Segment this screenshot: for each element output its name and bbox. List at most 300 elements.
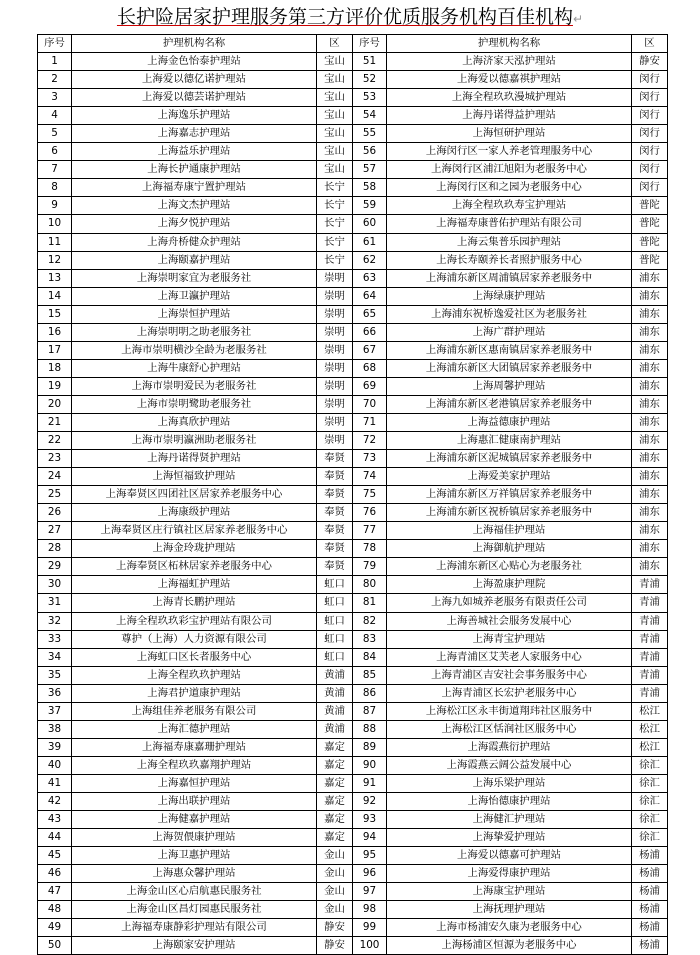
table-row xyxy=(38,738,668,756)
cell-seq: 95 xyxy=(353,847,387,865)
cell-district: 闵行 xyxy=(632,125,668,143)
cell-name: 上海君护道康护理站 xyxy=(72,684,317,702)
header-name: 护理机构名称 xyxy=(387,35,632,53)
cell-seq: 42 xyxy=(38,792,72,810)
cell-district: 金山 xyxy=(317,883,353,901)
cell-seq: 91 xyxy=(353,774,387,792)
cell-name: 上海市崇明爱民为老服务社 xyxy=(72,377,317,395)
cell-seq: 26 xyxy=(38,504,72,522)
table-row xyxy=(38,648,668,666)
cell-district: 徐汇 xyxy=(632,829,668,847)
cell-seq: 67 xyxy=(353,341,387,359)
cell-district: 崇明 xyxy=(317,413,353,431)
cell-seq: 78 xyxy=(353,540,387,558)
table-row xyxy=(38,811,668,829)
cell-district: 普陀 xyxy=(632,251,668,269)
cell-seq: 15 xyxy=(38,305,72,323)
cell-seq: 48 xyxy=(38,901,72,919)
cell-seq: 10 xyxy=(38,215,72,233)
cell-seq: 32 xyxy=(38,612,72,630)
cell-district: 奉贤 xyxy=(317,540,353,558)
cell-district: 宝山 xyxy=(317,89,353,107)
cell-district: 长宁 xyxy=(317,179,353,197)
cell-district: 浦东 xyxy=(632,377,668,395)
cell-seq: 72 xyxy=(353,432,387,450)
cell-seq: 12 xyxy=(38,251,72,269)
cell-name: 上海广群护理站 xyxy=(387,323,632,341)
cell-district: 虹口 xyxy=(317,648,353,666)
cell-district: 浦东 xyxy=(632,540,668,558)
cell-seq: 63 xyxy=(353,269,387,287)
cell-district: 闵行 xyxy=(632,161,668,179)
cell-seq: 49 xyxy=(38,919,72,937)
cell-district: 浦东 xyxy=(632,287,668,305)
cell-name: 上海金山区心启航惠民服务社 xyxy=(72,883,317,901)
cell-district: 浦东 xyxy=(632,468,668,486)
cell-seq: 5 xyxy=(38,125,72,143)
table-row xyxy=(38,71,668,89)
cell-seq: 66 xyxy=(353,323,387,341)
cell-name: 上海全程玖玖彩宝护理站有限公司 xyxy=(72,612,317,630)
cell-name: 上海金山区昌灯园惠民服务社 xyxy=(72,901,317,919)
table-row xyxy=(38,359,668,377)
table-row xyxy=(38,486,668,504)
cell-seq: 56 xyxy=(353,143,387,161)
cell-seq: 6 xyxy=(38,143,72,161)
cell-seq: 30 xyxy=(38,576,72,594)
cell-seq: 3 xyxy=(38,89,72,107)
cell-seq: 44 xyxy=(38,829,72,847)
cell-district: 杨浦 xyxy=(632,901,668,919)
cell-name: 上海霞燕衍护理站 xyxy=(387,738,632,756)
cell-name: 上海浦东新区周浦镇居家养老服务中 xyxy=(387,269,632,287)
header-name: 护理机构名称 xyxy=(72,35,317,53)
cell-seq: 97 xyxy=(353,883,387,901)
table-row xyxy=(38,594,668,612)
cell-name: 上海卫惠护理站 xyxy=(72,847,317,865)
cell-district: 杨浦 xyxy=(632,865,668,883)
header-district: 区 xyxy=(317,35,353,53)
cell-district: 松江 xyxy=(632,702,668,720)
cell-seq: 75 xyxy=(353,486,387,504)
cell-seq: 87 xyxy=(353,702,387,720)
cell-district: 崇明 xyxy=(317,395,353,413)
table-body xyxy=(38,53,668,955)
cell-district: 徐汇 xyxy=(632,811,668,829)
cell-name: 上海爱以德亿诺护理站 xyxy=(72,71,317,89)
cell-seq: 53 xyxy=(353,89,387,107)
cell-name: 上海九如城养老服务有限责任公司 xyxy=(387,594,632,612)
cell-district: 普陀 xyxy=(632,197,668,215)
cell-name: 上海卫瀛护理站 xyxy=(72,287,317,305)
cell-district: 虹口 xyxy=(317,630,353,648)
cell-district: 崇明 xyxy=(317,323,353,341)
cell-seq: 99 xyxy=(353,919,387,937)
cell-name: 上海夕悦护理站 xyxy=(72,215,317,233)
table-row xyxy=(38,377,668,395)
cell-district: 普陀 xyxy=(632,233,668,251)
table-row xyxy=(38,774,668,792)
cell-name: 上海康级护理站 xyxy=(72,504,317,522)
cell-district: 徐汇 xyxy=(632,774,668,792)
cell-district: 浦东 xyxy=(632,450,668,468)
table-row xyxy=(38,576,668,594)
cell-seq: 16 xyxy=(38,323,72,341)
cell-name: 上海全程玖玖寿宝护理站 xyxy=(387,197,632,215)
cell-seq: 70 xyxy=(353,395,387,413)
cell-district: 奉贤 xyxy=(317,558,353,576)
cell-district: 徐汇 xyxy=(632,792,668,810)
cell-name: 上海爱以德嘉可护理站 xyxy=(387,847,632,865)
cell-name: 上海恒研护理站 xyxy=(387,125,632,143)
cell-district: 浦东 xyxy=(632,359,668,377)
cell-seq: 45 xyxy=(38,847,72,865)
table-row xyxy=(38,305,668,323)
cell-seq: 37 xyxy=(38,702,72,720)
cell-district: 徐汇 xyxy=(632,756,668,774)
cell-seq: 71 xyxy=(353,413,387,431)
cell-seq: 27 xyxy=(38,522,72,540)
table-row xyxy=(38,901,668,919)
cell-seq: 28 xyxy=(38,540,72,558)
cell-name: 上海挚爱护理站 xyxy=(387,829,632,847)
cell-district: 嘉定 xyxy=(317,756,353,774)
cell-seq: 21 xyxy=(38,413,72,431)
cell-name: 上海奉贤区庄行镇社区居家养老服务中心 xyxy=(72,522,317,540)
table-row xyxy=(38,269,668,287)
cell-seq: 58 xyxy=(353,179,387,197)
cell-district: 闵行 xyxy=(632,71,668,89)
cell-name: 上海善城社会服务发展中心 xyxy=(387,612,632,630)
cell-name: 上海福寿康静彩护理站有限公司 xyxy=(72,919,317,937)
cell-name: 上海颐嘉护理站 xyxy=(72,251,317,269)
cell-district: 黄浦 xyxy=(317,666,353,684)
cell-name: 上海浦东新区惠南镇居家养老服务中 xyxy=(387,341,632,359)
cell-district: 嘉定 xyxy=(317,811,353,829)
cell-seq: 52 xyxy=(353,71,387,89)
cell-district: 嘉定 xyxy=(317,774,353,792)
cell-name: 上海浦东新区老港镇居家养老服务中 xyxy=(387,395,632,413)
cell-district: 青浦 xyxy=(632,666,668,684)
cell-seq: 100 xyxy=(353,937,387,955)
cell-seq: 13 xyxy=(38,269,72,287)
table-row xyxy=(38,702,668,720)
table-row xyxy=(38,684,668,702)
cell-district: 闵行 xyxy=(632,89,668,107)
cell-district: 奉贤 xyxy=(317,486,353,504)
cell-seq: 38 xyxy=(38,720,72,738)
table-row xyxy=(38,720,668,738)
table-row xyxy=(38,125,668,143)
cell-seq: 31 xyxy=(38,594,72,612)
cell-district: 奉贤 xyxy=(317,468,353,486)
cell-seq: 25 xyxy=(38,486,72,504)
header-district: 区 xyxy=(632,35,668,53)
cell-name: 上海周馨护理站 xyxy=(387,377,632,395)
cell-name: 上海康宝护理站 xyxy=(387,883,632,901)
cell-district: 奉贤 xyxy=(317,450,353,468)
cell-seq: 24 xyxy=(38,468,72,486)
cell-name: 上海长寿颐养长者照护服务中心 xyxy=(387,251,632,269)
table-row xyxy=(38,53,668,71)
cell-district: 浦东 xyxy=(632,341,668,359)
cell-seq: 1 xyxy=(38,53,72,71)
cell-district: 黄浦 xyxy=(317,720,353,738)
cell-name: 上海绿康护理站 xyxy=(387,287,632,305)
cell-name: 上海真欣护理站 xyxy=(72,413,317,431)
table-header-row xyxy=(38,35,668,53)
table-row xyxy=(38,847,668,865)
cell-seq: 41 xyxy=(38,774,72,792)
cell-district: 普陀 xyxy=(632,215,668,233)
cell-seq: 80 xyxy=(353,576,387,594)
cell-name: 上海福寿康普佑护理站有限公司 xyxy=(387,215,632,233)
cell-district: 浦东 xyxy=(632,432,668,450)
cell-seq: 89 xyxy=(353,738,387,756)
cell-name: 上海金色怡泰护理站 xyxy=(72,53,317,71)
cell-seq: 68 xyxy=(353,359,387,377)
table-row xyxy=(38,89,668,107)
cell-seq: 35 xyxy=(38,666,72,684)
cell-seq: 86 xyxy=(353,684,387,702)
cell-seq: 18 xyxy=(38,359,72,377)
cell-district: 杨浦 xyxy=(632,919,668,937)
cell-name: 上海虹口区长者服务中心 xyxy=(72,648,317,666)
cell-district: 崇明 xyxy=(317,359,353,377)
cell-seq: 19 xyxy=(38,377,72,395)
cell-name: 上海汇德护理站 xyxy=(72,720,317,738)
cell-name: 上海舟桥健众护理站 xyxy=(72,233,317,251)
cell-district: 杨浦 xyxy=(632,883,668,901)
cell-district: 长宁 xyxy=(317,251,353,269)
cell-seq: 98 xyxy=(353,901,387,919)
cell-district: 青浦 xyxy=(632,684,668,702)
cell-name: 上海奉贤区柘林居家养老服务中心 xyxy=(72,558,317,576)
cell-name: 上海组佳养老服务有限公司 xyxy=(72,702,317,720)
cell-seq: 55 xyxy=(353,125,387,143)
cell-seq: 33 xyxy=(38,630,72,648)
table-row xyxy=(38,919,668,937)
cell-name: 上海市崇明横沙全龄为老服务社 xyxy=(72,341,317,359)
cell-seq: 9 xyxy=(38,197,72,215)
cell-district: 松江 xyxy=(632,738,668,756)
cell-seq: 74 xyxy=(353,468,387,486)
cell-district: 金山 xyxy=(317,847,353,865)
cell-seq: 36 xyxy=(38,684,72,702)
cell-seq: 29 xyxy=(38,558,72,576)
cell-district: 浦东 xyxy=(632,486,668,504)
cell-name: 上海健嘉护理站 xyxy=(72,811,317,829)
table-row xyxy=(38,287,668,305)
cell-district: 青浦 xyxy=(632,594,668,612)
cell-name: 上海福寿康宁置护理站 xyxy=(72,179,317,197)
cell-seq: 43 xyxy=(38,811,72,829)
cell-district: 金山 xyxy=(317,901,353,919)
cell-district: 长宁 xyxy=(317,215,353,233)
cell-district: 虹口 xyxy=(317,612,353,630)
cell-seq: 77 xyxy=(353,522,387,540)
cell-name: 上海奉贤区四团社区居家养老服务中心 xyxy=(72,486,317,504)
cell-name: 上海益德康护理站 xyxy=(387,413,632,431)
cell-seq: 94 xyxy=(353,829,387,847)
cell-district: 崇明 xyxy=(317,377,353,395)
cell-name: 上海长护通康护理站 xyxy=(72,161,317,179)
cell-seq: 88 xyxy=(353,720,387,738)
cell-name: 上海爱以德芸诺护理站 xyxy=(72,89,317,107)
cell-seq: 81 xyxy=(353,594,387,612)
cell-name: 上海福虹护理站 xyxy=(72,576,317,594)
cell-seq: 11 xyxy=(38,233,72,251)
cell-name: 上海牛康舒心护理站 xyxy=(72,359,317,377)
cell-district: 浦东 xyxy=(632,504,668,522)
cell-district: 黄浦 xyxy=(317,684,353,702)
cell-name: 上海福寿康嘉珊护理站 xyxy=(72,738,317,756)
cell-name: 上海嘉志护理站 xyxy=(72,125,317,143)
cell-name: 上海御航护理站 xyxy=(387,540,632,558)
table-row xyxy=(38,504,668,522)
cell-district: 闵行 xyxy=(632,107,668,125)
cell-seq: 7 xyxy=(38,161,72,179)
cell-district: 嘉定 xyxy=(317,829,353,847)
table-row xyxy=(38,161,668,179)
cell-district: 嘉定 xyxy=(317,792,353,810)
cell-district: 崇明 xyxy=(317,432,353,450)
header-seq: 序号 xyxy=(38,35,72,53)
table-row xyxy=(38,540,668,558)
cell-name: 上海益乐护理站 xyxy=(72,143,317,161)
cell-name: 上海崇恒护理站 xyxy=(72,305,317,323)
cell-name: 上海丹诺得贤护理站 xyxy=(72,450,317,468)
cell-name: 上海颐家安护理站 xyxy=(72,937,317,955)
cell-district: 浦东 xyxy=(632,269,668,287)
cell-seq: 34 xyxy=(38,648,72,666)
cell-name: 上海爱以德嘉祺护理站 xyxy=(387,71,632,89)
cell-seq: 4 xyxy=(38,107,72,125)
cell-district: 宝山 xyxy=(317,161,353,179)
cell-seq: 8 xyxy=(38,179,72,197)
cell-name: 上海青浦区艾芙老人家服务中心 xyxy=(387,648,632,666)
cell-seq: 79 xyxy=(353,558,387,576)
cell-name: 上海盈康护理院 xyxy=(387,576,632,594)
cell-name: 上海福佳护理站 xyxy=(387,522,632,540)
cell-seq: 46 xyxy=(38,865,72,883)
cell-name: 上海闵行区浦江旭阳为老服务中心 xyxy=(387,161,632,179)
cell-district: 宝山 xyxy=(317,143,353,161)
table-row xyxy=(38,251,668,269)
cell-district: 崇明 xyxy=(317,269,353,287)
header-seq: 序号 xyxy=(353,35,387,53)
institution-table-wrapper xyxy=(37,34,667,955)
cell-district: 虹口 xyxy=(317,594,353,612)
title-text: 长护险居家护理服务第三方评价优质服务机构百佳机构 xyxy=(116,6,573,28)
cell-seq: 69 xyxy=(353,377,387,395)
cell-name: 上海闵行区一家人养老管理服务中心 xyxy=(387,143,632,161)
cell-name: 上海松江区恬润社区服务中心 xyxy=(387,720,632,738)
cell-seq: 62 xyxy=(353,251,387,269)
table-row xyxy=(38,883,668,901)
cell-name: 上海惠众馨护理站 xyxy=(72,865,317,883)
table-row xyxy=(38,450,668,468)
cell-seq: 59 xyxy=(353,197,387,215)
cell-name: 上海全程玖玖嘉翔护理站 xyxy=(72,756,317,774)
table-row xyxy=(38,522,668,540)
cell-seq: 23 xyxy=(38,450,72,468)
cell-name: 上海浦东新区大团镇居家养老服务中 xyxy=(387,359,632,377)
cell-district: 黄浦 xyxy=(317,702,353,720)
cell-district: 长宁 xyxy=(317,233,353,251)
cell-name: 上海惠汇健康南护理站 xyxy=(387,432,632,450)
cell-name: 上海霞燕云阔公益发展中心 xyxy=(387,756,632,774)
cell-district: 崇明 xyxy=(317,341,353,359)
institution-table xyxy=(37,34,668,955)
cell-name: 上海青宝护理站 xyxy=(387,630,632,648)
table-row xyxy=(38,756,668,774)
cell-name: 上海市崇明瀛洲助老服务社 xyxy=(72,432,317,450)
table-row xyxy=(38,468,668,486)
cell-name: 上海浦东祝桥逸爱社区为老服务社 xyxy=(387,305,632,323)
cell-district: 青浦 xyxy=(632,612,668,630)
cell-seq: 85 xyxy=(353,666,387,684)
cell-district: 金山 xyxy=(317,865,353,883)
cell-name: 上海文杰护理站 xyxy=(72,197,317,215)
cell-seq: 22 xyxy=(38,432,72,450)
cell-name: 上海怡德康护理站 xyxy=(387,792,632,810)
cell-district: 杨浦 xyxy=(632,937,668,955)
cell-name: 上海贺偎康护理站 xyxy=(72,829,317,847)
cell-district: 松江 xyxy=(632,720,668,738)
table-row xyxy=(38,937,668,955)
cell-district: 宝山 xyxy=(317,53,353,71)
cell-district: 浦东 xyxy=(632,395,668,413)
cell-seq: 14 xyxy=(38,287,72,305)
cell-seq: 17 xyxy=(38,341,72,359)
cell-district: 青浦 xyxy=(632,648,668,666)
cell-district: 静安 xyxy=(317,919,353,937)
cell-seq: 96 xyxy=(353,865,387,883)
cell-name: 上海济家天泓护理站 xyxy=(387,53,632,71)
cell-name: 上海恒福致护理站 xyxy=(72,468,317,486)
cell-name: 上海健汇护理站 xyxy=(387,811,632,829)
cell-district: 奉贤 xyxy=(317,504,353,522)
cell-name: 上海浦东新区万祥镇居家养老服务中 xyxy=(387,486,632,504)
cell-seq: 50 xyxy=(38,937,72,955)
cell-seq: 82 xyxy=(353,612,387,630)
cell-district: 崇明 xyxy=(317,305,353,323)
table-row xyxy=(38,792,668,810)
cell-seq: 54 xyxy=(353,107,387,125)
cell-district: 宝山 xyxy=(317,107,353,125)
table-row xyxy=(38,395,668,413)
cell-name: 上海崇明明之助老服务社 xyxy=(72,323,317,341)
cell-district: 浦东 xyxy=(632,323,668,341)
cell-district: 闵行 xyxy=(632,179,668,197)
table-row xyxy=(38,179,668,197)
cell-district: 闵行 xyxy=(632,143,668,161)
cell-seq: 2 xyxy=(38,71,72,89)
table-row xyxy=(38,413,668,431)
table-row xyxy=(38,829,668,847)
cell-name: 上海金玲珑护理站 xyxy=(72,540,317,558)
cell-name: 上海抚理护理站 xyxy=(387,901,632,919)
table-row xyxy=(38,107,668,125)
table-row xyxy=(38,197,668,215)
table-row xyxy=(38,612,668,630)
cell-seq: 51 xyxy=(353,53,387,71)
cell-seq: 76 xyxy=(353,504,387,522)
cell-seq: 39 xyxy=(38,738,72,756)
cell-name: 上海崇明家宜为老服务社 xyxy=(72,269,317,287)
cell-district: 浦东 xyxy=(632,522,668,540)
